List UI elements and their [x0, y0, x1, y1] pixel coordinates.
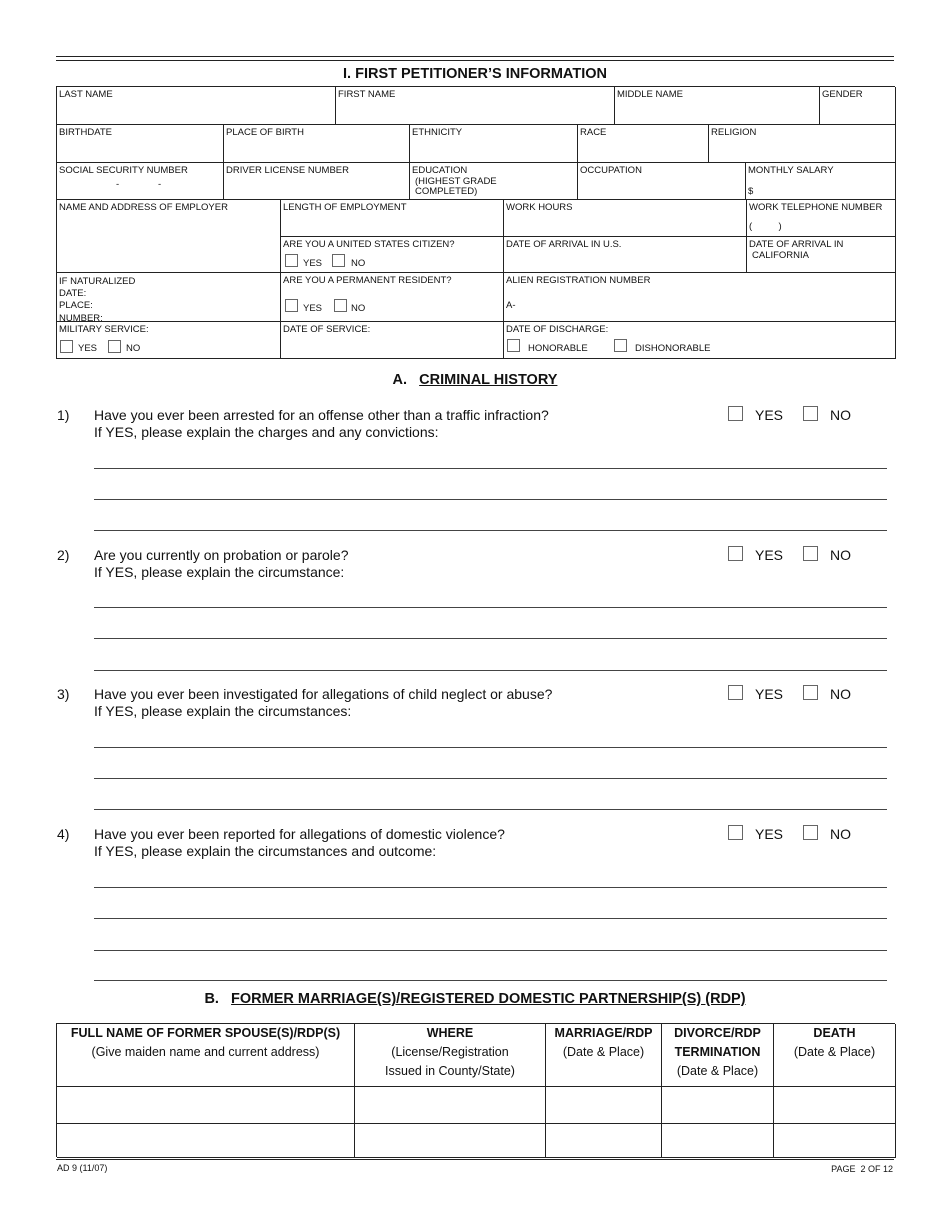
- checkbox-icon[interactable]: [803, 406, 818, 421]
- checkbox-icon[interactable]: [803, 825, 818, 840]
- table-cell[interactable]: [774, 1124, 896, 1158]
- dishonorable-checkbox[interactable]: [614, 339, 627, 352]
- answer-line[interactable]: [94, 468, 887, 469]
- arrival-ca-field[interactable]: DATE OF ARRIVAL IN CALIFORNIA: [747, 237, 896, 273]
- birthdate-field[interactable]: BIRTHDATE: [57, 125, 224, 163]
- table-cell[interactable]: [355, 1087, 546, 1124]
- table-cell[interactable]: [355, 1124, 546, 1158]
- checkbox-icon[interactable]: [728, 825, 743, 840]
- occupation-field[interactable]: OCCUPATION: [578, 163, 746, 200]
- military-yes-checkbox[interactable]: [60, 340, 73, 353]
- education-field[interactable]: EDUCATION (HIGHEST GRADE COMPLETED): [410, 163, 578, 200]
- top-rule: [56, 56, 894, 57]
- table-cell[interactable]: [57, 1087, 355, 1124]
- table-cell[interactable]: [662, 1087, 774, 1124]
- religion-field[interactable]: RELIGION: [709, 125, 896, 163]
- column-header-marriage: MARRIAGE/RDP (Date & Place): [546, 1024, 662, 1087]
- top-rule: [56, 60, 894, 61]
- alien-registration-field[interactable]: ALIEN REGISTRATION NUMBER A-: [504, 273, 896, 322]
- gender-field[interactable]: GENDER: [820, 87, 896, 125]
- former-marriages-table: [56, 1023, 895, 1157]
- perm-resident-field: ARE YOU A PERMANENT RESIDENT? YES NO: [281, 273, 504, 322]
- section-1-title: I. FIRST PETITIONER’S INFORMATION: [343, 66, 607, 82]
- answer-line[interactable]: [94, 530, 887, 531]
- table-cell[interactable]: [662, 1124, 774, 1158]
- answer-line[interactable]: [94, 918, 887, 919]
- section-b-title: B. FORMER MARRIAGE(S)/REGISTERED DOMESTIC PARTNERSHIP(S) (RDP): [204, 991, 746, 1007]
- column-header-divorce: DIVORCE/RDP TERMINATION (Date & Place): [662, 1024, 774, 1087]
- answer-line[interactable]: [94, 778, 887, 779]
- column-header-full-name: FULL NAME OF FORMER SPOUSE(S)/RDP(S) (Give maiden name and current address): [57, 1024, 355, 1087]
- date-of-discharge-field: DATE OF DISCHARGE: HONORABLE DISHONORABLE: [504, 322, 896, 359]
- military-no-checkbox[interactable]: [108, 340, 121, 353]
- form-id: AD 9 (11/07): [57, 1163, 108, 1173]
- us-citizen-no-checkbox[interactable]: [332, 254, 345, 267]
- ssn-separator: -: [158, 179, 162, 190]
- question-number: 4): [57, 826, 70, 842]
- question-text: Have you ever been arrested for an offense other than a traffic infraction? If YES, please explain the charges and any convictions:: [94, 407, 549, 440]
- us-citizen-yes-checkbox[interactable]: [285, 254, 298, 267]
- checkbox-icon[interactable]: [803, 685, 818, 700]
- length-employment-field[interactable]: LENGTH OF EMPLOYMENT: [281, 200, 504, 237]
- answer-line[interactable]: [94, 670, 887, 671]
- checkbox-icon[interactable]: [803, 546, 818, 561]
- answer-line[interactable]: [94, 607, 887, 608]
- us-citizen-field: ARE YOU A UNITED STATES CITIZEN? YES NO: [281, 237, 504, 273]
- page-number: PAGE 2 OF 12: [831, 1164, 893, 1174]
- ethnicity-field[interactable]: ETHNICITY: [410, 125, 578, 163]
- answer-line[interactable]: [94, 950, 887, 951]
- ssn-field[interactable]: SOCIAL SECURITY NUMBER - -: [57, 163, 224, 200]
- question-text: Have you ever been investigated for allegations of child neglect or abuse? If YES, please explain the circumstances:: [94, 686, 553, 719]
- answer-line[interactable]: [94, 499, 887, 500]
- place-of-birth-field[interactable]: PLACE OF BIRTH: [224, 125, 410, 163]
- question-number: 2): [57, 547, 70, 563]
- date-of-service-field[interactable]: DATE OF SERVICE:: [281, 322, 504, 359]
- middle-name-field[interactable]: MIDDLE NAME: [615, 87, 820, 125]
- question-number: 1): [57, 407, 70, 423]
- answer-line[interactable]: [94, 887, 887, 888]
- answer-line[interactable]: [94, 638, 887, 639]
- last-name-field[interactable]: LAST NAME: [57, 87, 336, 125]
- employer-field[interactable]: NAME AND ADDRESS OF EMPLOYER: [57, 200, 281, 273]
- table-cell[interactable]: [57, 1124, 355, 1158]
- work-phone-field[interactable]: WORK TELEPHONE NUMBER ( ): [747, 200, 896, 237]
- table-cell[interactable]: [546, 1124, 662, 1158]
- question-text: Have you ever been reported for allegations of domestic violence? If YES, please explain the circumstances and outcome:: [94, 826, 505, 859]
- monthly-salary-field[interactable]: MONTHLY SALARY $: [746, 163, 896, 200]
- answer-line[interactable]: [94, 980, 887, 981]
- military-service-field: MILITARY SERVICE: YES NO: [57, 322, 281, 359]
- checkbox-icon[interactable]: [728, 685, 743, 700]
- column-header-where: WHERE (License/Registration Issued in County/State): [355, 1024, 546, 1087]
- race-field[interactable]: RACE: [578, 125, 709, 163]
- petitioner-info-grid: [56, 86, 895, 359]
- checkbox-icon[interactable]: [728, 546, 743, 561]
- table-cell[interactable]: [774, 1087, 896, 1124]
- work-hours-field[interactable]: WORK HOURS: [504, 200, 747, 237]
- area-code-parens: ( ): [749, 220, 782, 232]
- honorable-checkbox[interactable]: [507, 339, 520, 352]
- column-header-death: DEATH (Date & Place): [774, 1024, 896, 1087]
- first-name-field[interactable]: FIRST NAME: [336, 87, 615, 125]
- naturalized-field[interactable]: IF NATURALIZED DATE: PLACE: NUMBER:: [57, 273, 281, 322]
- ssn-separator: -: [116, 179, 120, 190]
- perm-resident-no-checkbox[interactable]: [334, 299, 347, 312]
- driver-license-field[interactable]: DRIVER LICENSE NUMBER: [224, 163, 410, 200]
- answer-line[interactable]: [94, 747, 887, 748]
- arrival-us-field[interactable]: DATE OF ARRIVAL IN U.S.: [504, 237, 747, 273]
- dollar-sign: $: [748, 185, 754, 197]
- answer-line[interactable]: [94, 809, 887, 810]
- bottom-rule: [56, 1159, 894, 1160]
- section-a-title: A. CRIMINAL HISTORY: [392, 372, 558, 388]
- question-text: Are you currently on probation or parole? If YES, please explain the circumstance:: [94, 547, 349, 580]
- perm-resident-yes-checkbox[interactable]: [285, 299, 298, 312]
- checkbox-icon[interactable]: [728, 406, 743, 421]
- question-number: 3): [57, 686, 70, 702]
- table-cell[interactable]: [546, 1087, 662, 1124]
